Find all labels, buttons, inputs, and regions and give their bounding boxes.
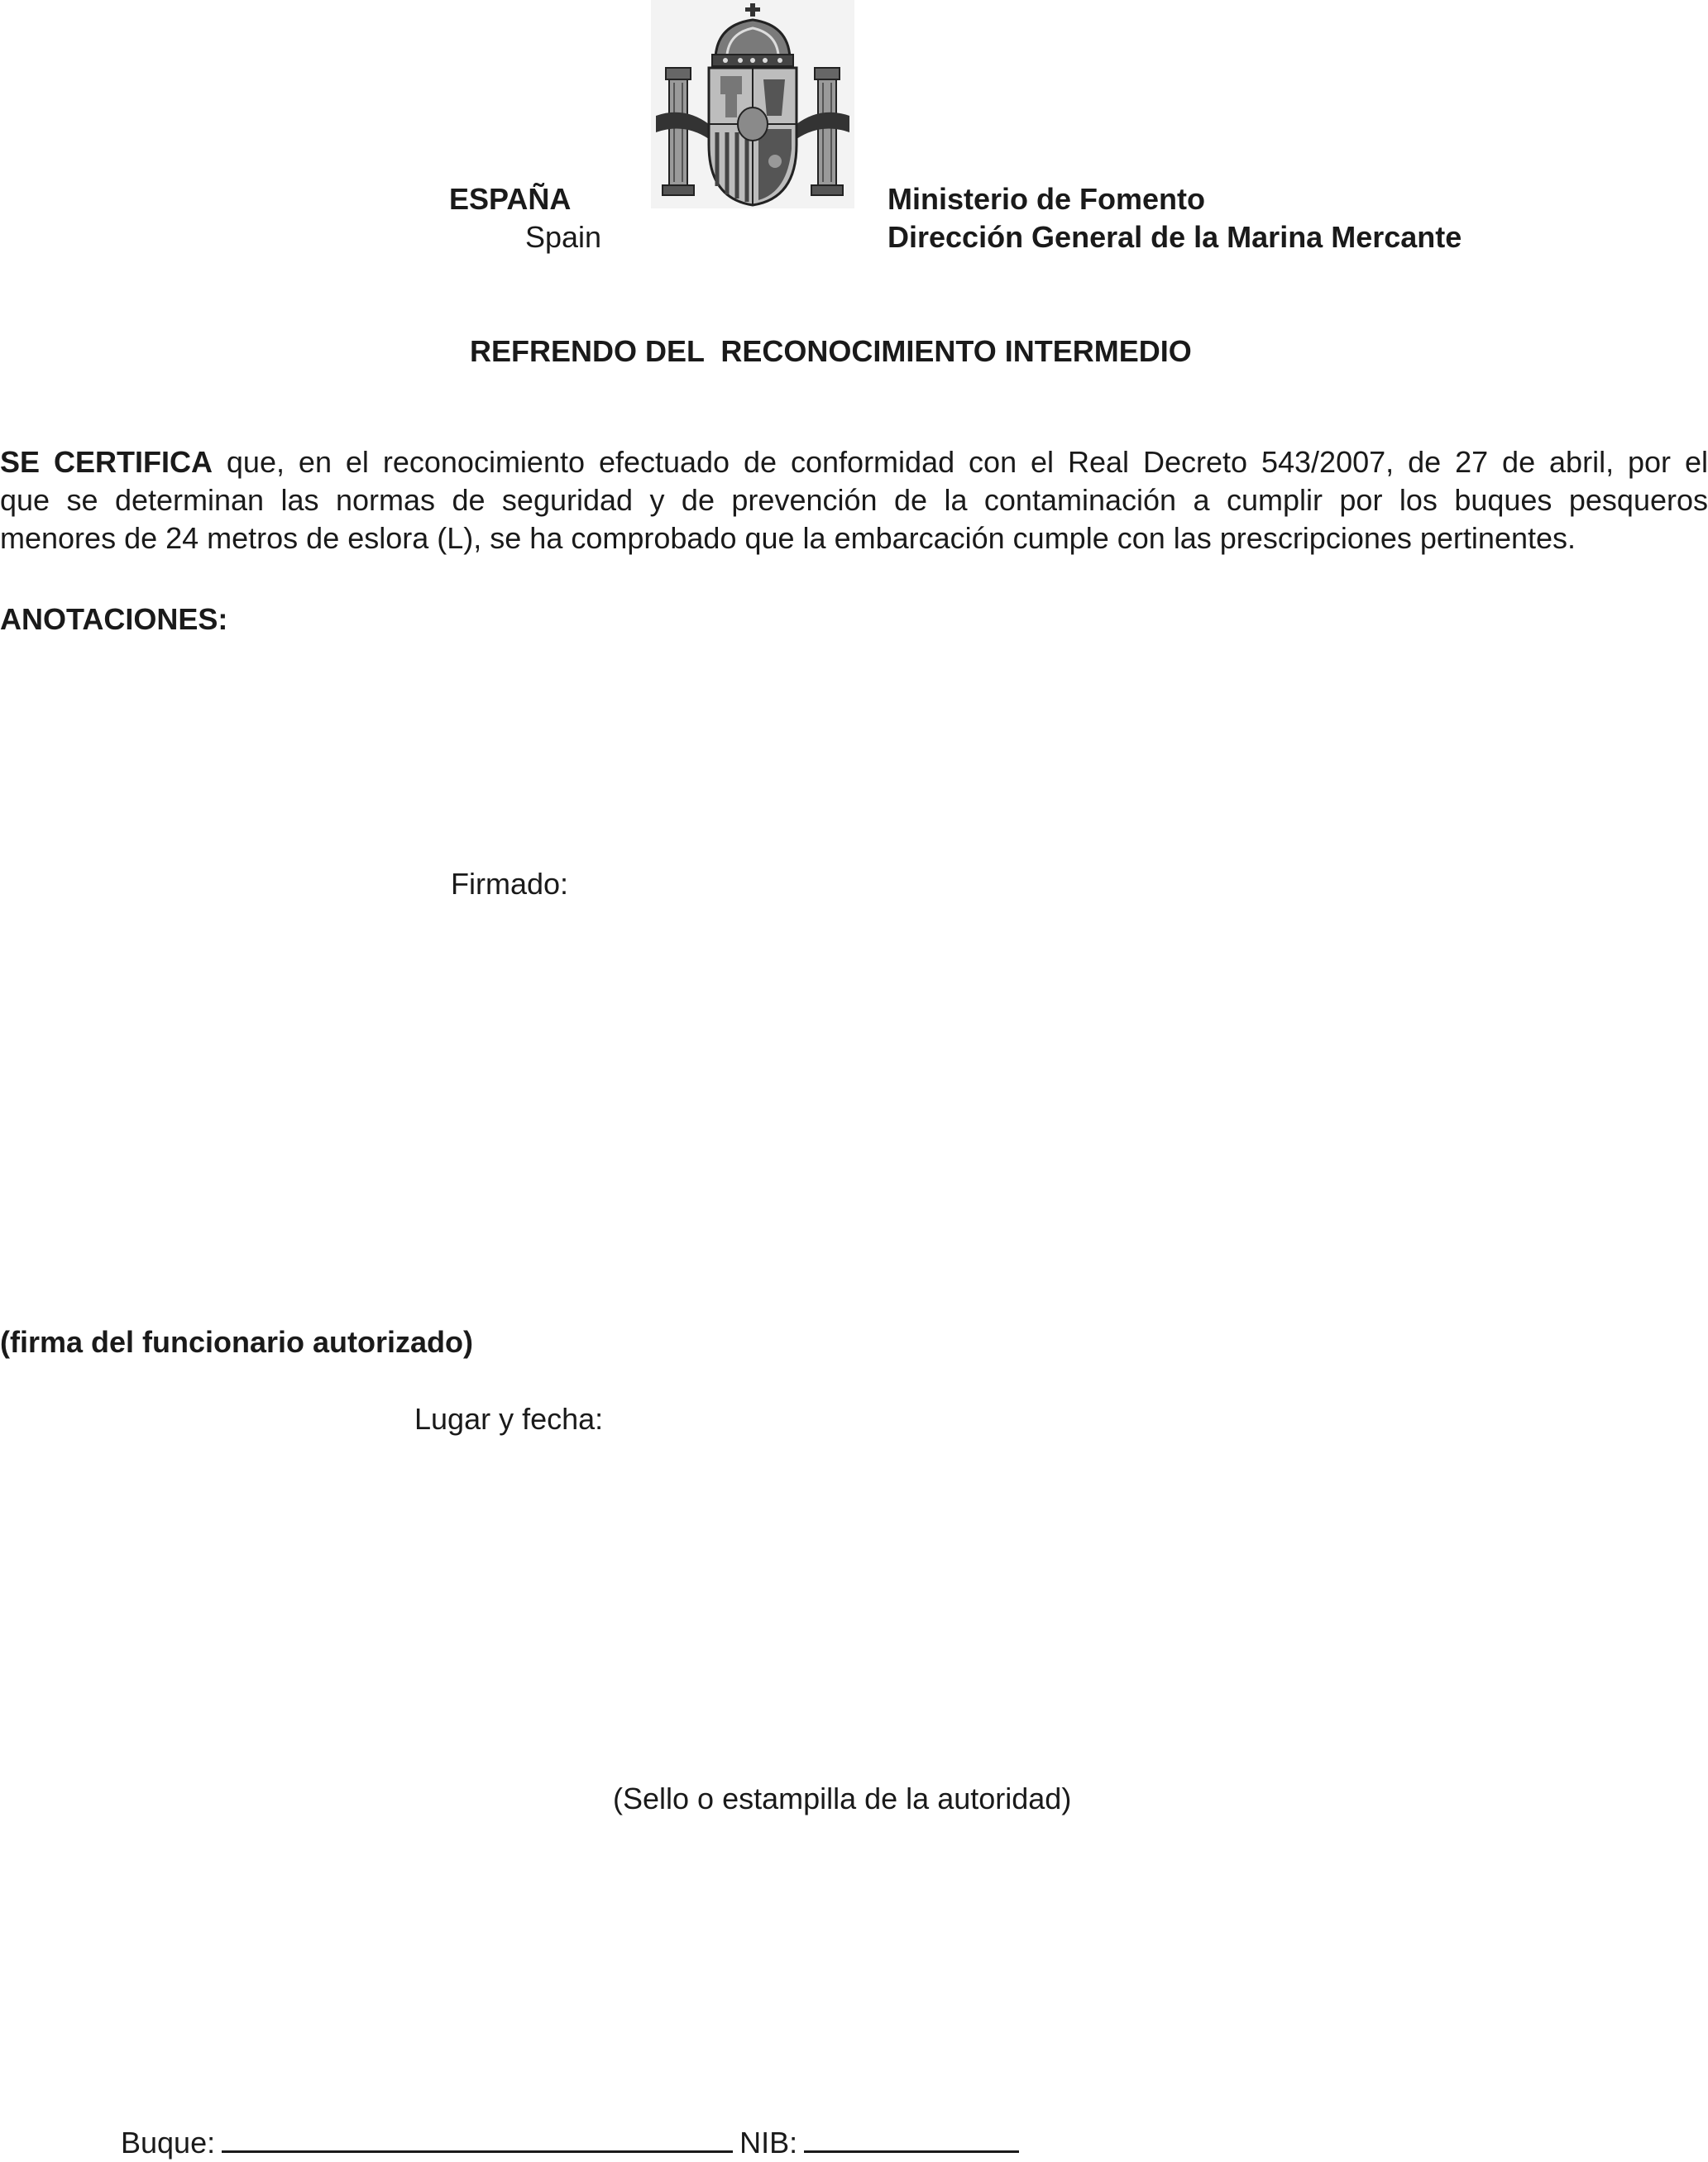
page-title: REFRENDO DEL RECONOCIMIENTO INTERMEDIO [470, 334, 1192, 368]
signature-caption: (firma del funcionario autorizado) [0, 1325, 474, 1359]
coat-of-arms-of-spain-icon [651, 0, 854, 208]
certification-line-1 [0, 443, 1708, 481]
place-date-label: Lugar y fecha: [414, 1402, 604, 1436]
country-name: ESPAÑA [449, 182, 572, 216]
vessel-label: Buque: [121, 2126, 216, 2160]
ministry-name: Ministerio de Fomento [887, 182, 1206, 216]
signed-label: Firmado: [451, 867, 569, 901]
certification-lead: SE CERTIFICA [0, 445, 213, 479]
directorate-name: Dirección General de la Marina Mercante [887, 220, 1462, 254]
nib-blank-line [804, 2122, 1019, 2153]
country-name-english: Spain [525, 220, 602, 254]
certification-line-3: menores de 24 metros de eslora (L), se ha comprobado que la embarcación cumple con las prescripciones pertinentes. [0, 521, 1576, 555]
annotations-label: ANOTACIONES: [0, 602, 228, 636]
footer-fields [121, 2122, 1026, 2162]
certification-paragraph [0, 443, 1708, 557]
vessel-blank-line [222, 2122, 733, 2153]
certification-line-2: que se determinan las normas de seguridad y de prevención de la contaminación a cumplir por los buques pesqueros [0, 483, 1708, 517]
seal-caption: (Sello o estampilla de la autoridad) [613, 1782, 1072, 1815]
nib-label: NIB: [739, 2126, 798, 2160]
certification-text: que, en el reconocimiento efectuado de conformidad con el Real Decreto 543/2007, de 27 de abril, por el [212, 445, 1708, 479]
